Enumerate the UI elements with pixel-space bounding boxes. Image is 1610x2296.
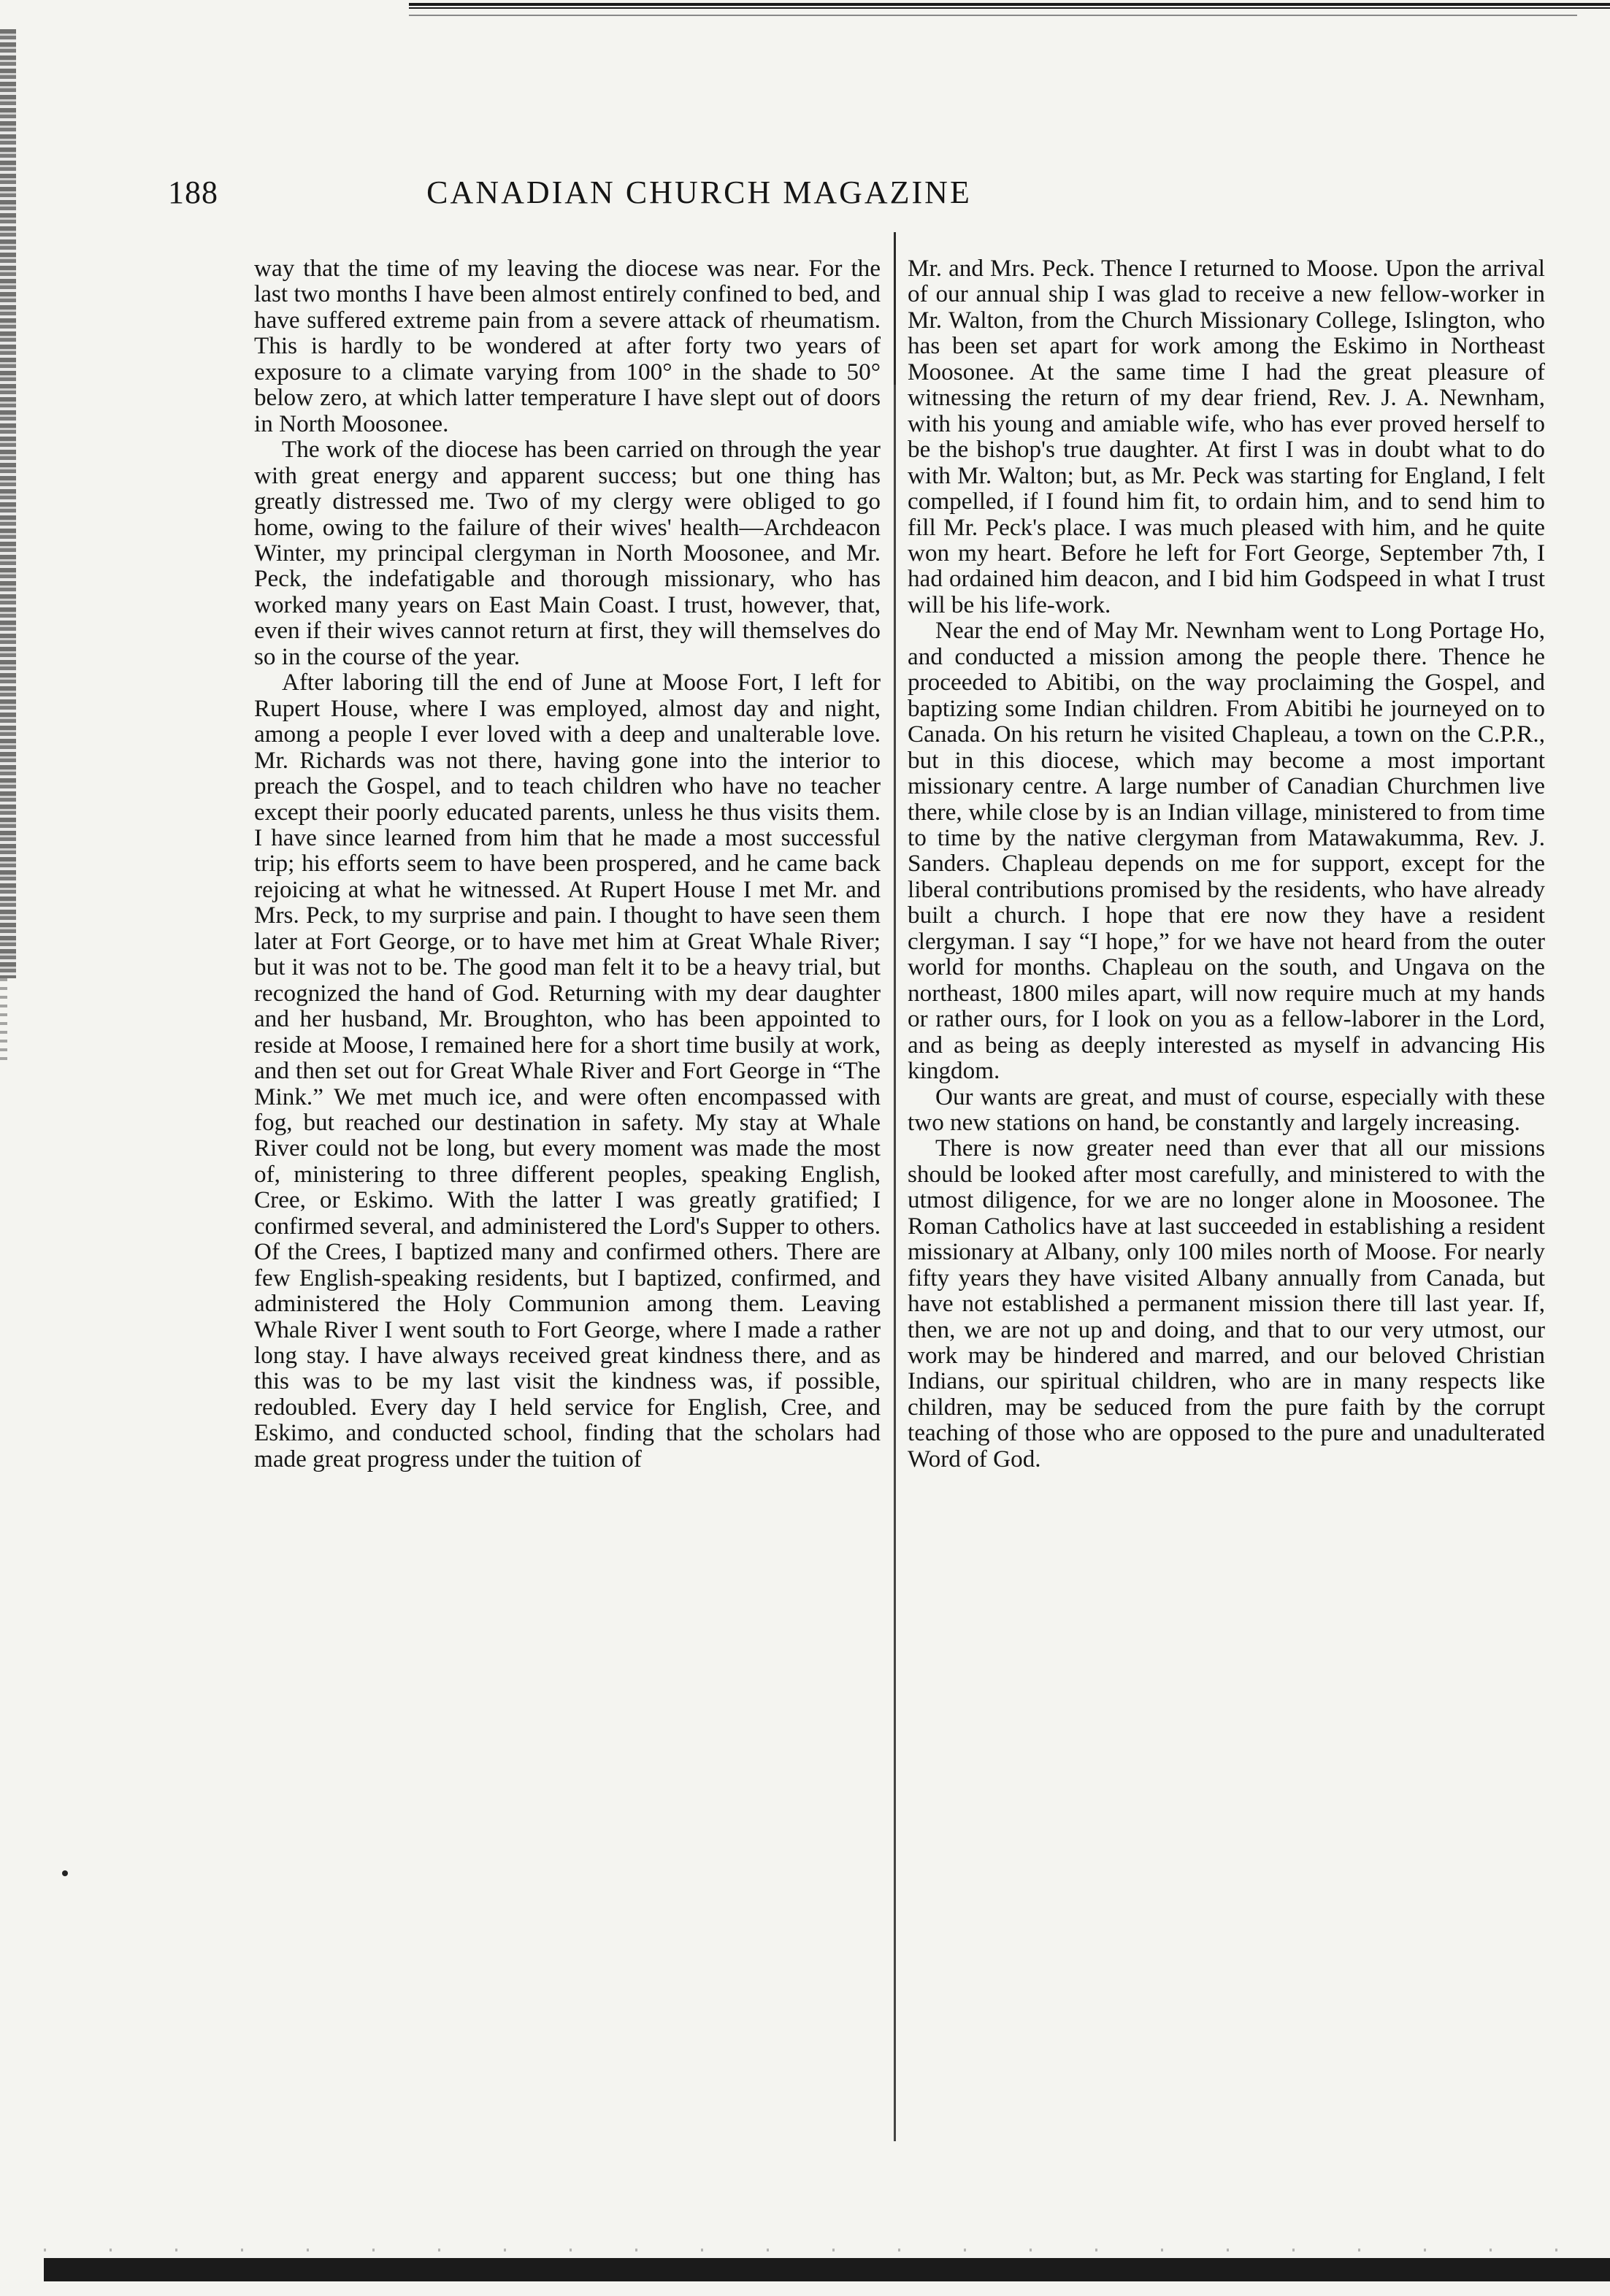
paragraph: Our wants are great, and must of course, especially with these two new stations on hand, be constantly and largely increasing. xyxy=(908,1083,1545,1136)
paragraph: There is now greater need than ever that all our missions should be looked after most carefully, and ministered to with the utmost diligence, for we are no longer alone in Moosonee. The Roman Catholics have at last succeeded in establishing a resident missionary at Albany, only 100 miles north of Moose. For nearly fifty years they have visited Albany annually from Canada, but have not established a permanent mission there till last year. If, then, we are not up and doing, and that to our very utmost, our work may be hindered and marred, and our beloved Christian Indians, our spiritual children, who are in many respects like children, may be seduced from the pure faith by the corrupt teaching of those who are opposed to the pure and unadulterated Word of God. xyxy=(908,1134,1545,1473)
page-header xyxy=(168,174,1230,218)
page-binding-edge xyxy=(0,29,16,978)
column-divider xyxy=(894,232,896,2141)
paragraph: way that the time of my leaving the diocese was near. For the last two months I have been almost entirely confined to bed, and have suffered extreme pain from a severe attack of rheumatism. This is hardly to be wondered at after forty two years of exposure to a climate varying from 100° in the shade to 50° below zero, at which latter temperature I have slept out of doors in North Moosonee. xyxy=(254,256,881,437)
paragraph: Near the end of May Mr. Newnham went to Long Portage Ho, and conducted a mission among the people there. Thence he proceeded to Abitibi, on the way proclaiming the Gospel, and baptizing some Indian children. From Abitibi he journeyed on to Canada. On his return he visited Chapleau, a town on the C.P.R., but in this diocese, which may become a most important missionary centre. A large number of Canadian Churchmen live there, while close by is an Indian village, ministered to from time to time by the native clergyman from Matawakumma, Rev. J. Sanders. Chapleau depends on me for support, except for the liberal contributions promised by the residents, who have already built a church. I hope that ere now they have a resident clergyman. I say “I hope,” for we have not heard from the outer world for months. Chapleau on the south, and Ungava on the northeast, 1800 miles apart, will now require much at my hands or rather ours, for I look on you as a fellow-laborer in the Lord, and as being as deeply interested as myself in advancing His kingdom. xyxy=(908,617,1545,1085)
paragraph: Mr. and Mrs. Peck. Thence I returned to Moose. Upon the arrival of our annual ship I was glad to receive a new fellow-worker in Mr. Walton, from the Church Missionary College, Islington, who has been set apart for work among the Eskimo in Northeast Moosonee. At the same time I had the great pleasure of witnessing the return of my dear friend, Rev. J. A. Newnham, with his young and amiable wife, who has ever proved herself to be the bishop's true daughter. At first I was in doubt what to do with Mr. Walton; but, as Mr. Peck was starting for England, I felt compelled, if I found him fit, to ordain him, and to send him to fill Mr. Peck's place. I was much pleased with him, and he quite won my heart. Before he left for Fort George, September 7th, I had ordained him deacon, and I bid him Godspeed in what I trust will be his life-work. xyxy=(908,256,1545,618)
page-number: 188 xyxy=(168,174,218,210)
margin-speck xyxy=(62,1870,68,1876)
paragraph: The work of the diocese has been carried on through the year with great energy and apparent success; but one thing has greatly distressed me. Two of my clergy were obliged to go home, owing to the failure of their wives' health—Archdeacon Winter, my principal clergyman in North Moosonee, and Mr. Peck, the indefatigable and thorough missionary, who has worked many years on East Main Coast. I trust, however, that, even if their wives cannot return at first, they will themselves do so in the course of the year. xyxy=(254,436,881,670)
top-border-rule xyxy=(409,3,1610,10)
paragraph: After laboring till the end of June at Moose Fort, I left for Rupert House, where I was employed, almost day and night, among a people I ever loved with a deep and unalterable love. Mr. Richards was not there, having gone into the interior to preach the Gospel, and to teach children who have no teacher except their poorly educated parents, unless he thus visits them. I have since learned from him that he made a most successful trip; his efforts seem to have been prospered, and he came back rejoicing at what he witnessed. At Rupert House I met Mr. and Mrs. Peck, to my surprise and pain. I thought to have seen them later at Fort George, or to have met him at Great Whale River; but it was not to be. The good man felt it to be a heavy trial, but recognized the hand of God. Returning with my dear daughter and her husband, Mr. Broughton, who has been appointed to reside at Moose, I remained here for a short time busily at work, and then set out for Great Whale River and Fort George in “The Mink.” We met much ice, and were often encompassed with fog, but reached our destination in safety. My stay at Whale River could not be long, but every moment was made the most of, ministering to three different peoples, speaking English, Cree, or Eskimo. With the latter I was greatly gratified; I confirmed several, and administered the Lord's Supper to others. Of the Crees, I baptized many and confirmed others. There are few English-speaking residents, but I baptized, confirmed, and administered the Holy Communion among them. Leaving Whale River I went south to Fort George, where I made a rather long stay. I have always received great kindness there, and as this was to be my last visit the kindness was, if possible, redoubled. Every day I held service for English, Cree, and Eskimo, and conducted school, finding that the scholars had made great progress under the tuition of xyxy=(254,669,881,1473)
right-text-column xyxy=(908,256,1545,2150)
running-title: CANADIAN CHURCH MAGAZINE xyxy=(426,174,972,210)
left-text-column xyxy=(254,256,881,2150)
bottom-border-rule xyxy=(44,2258,1610,2281)
top-border-thin-rule xyxy=(409,15,1577,16)
bottom-rule-specks xyxy=(44,2249,1610,2251)
page-binding-edge-lower xyxy=(0,978,7,1066)
